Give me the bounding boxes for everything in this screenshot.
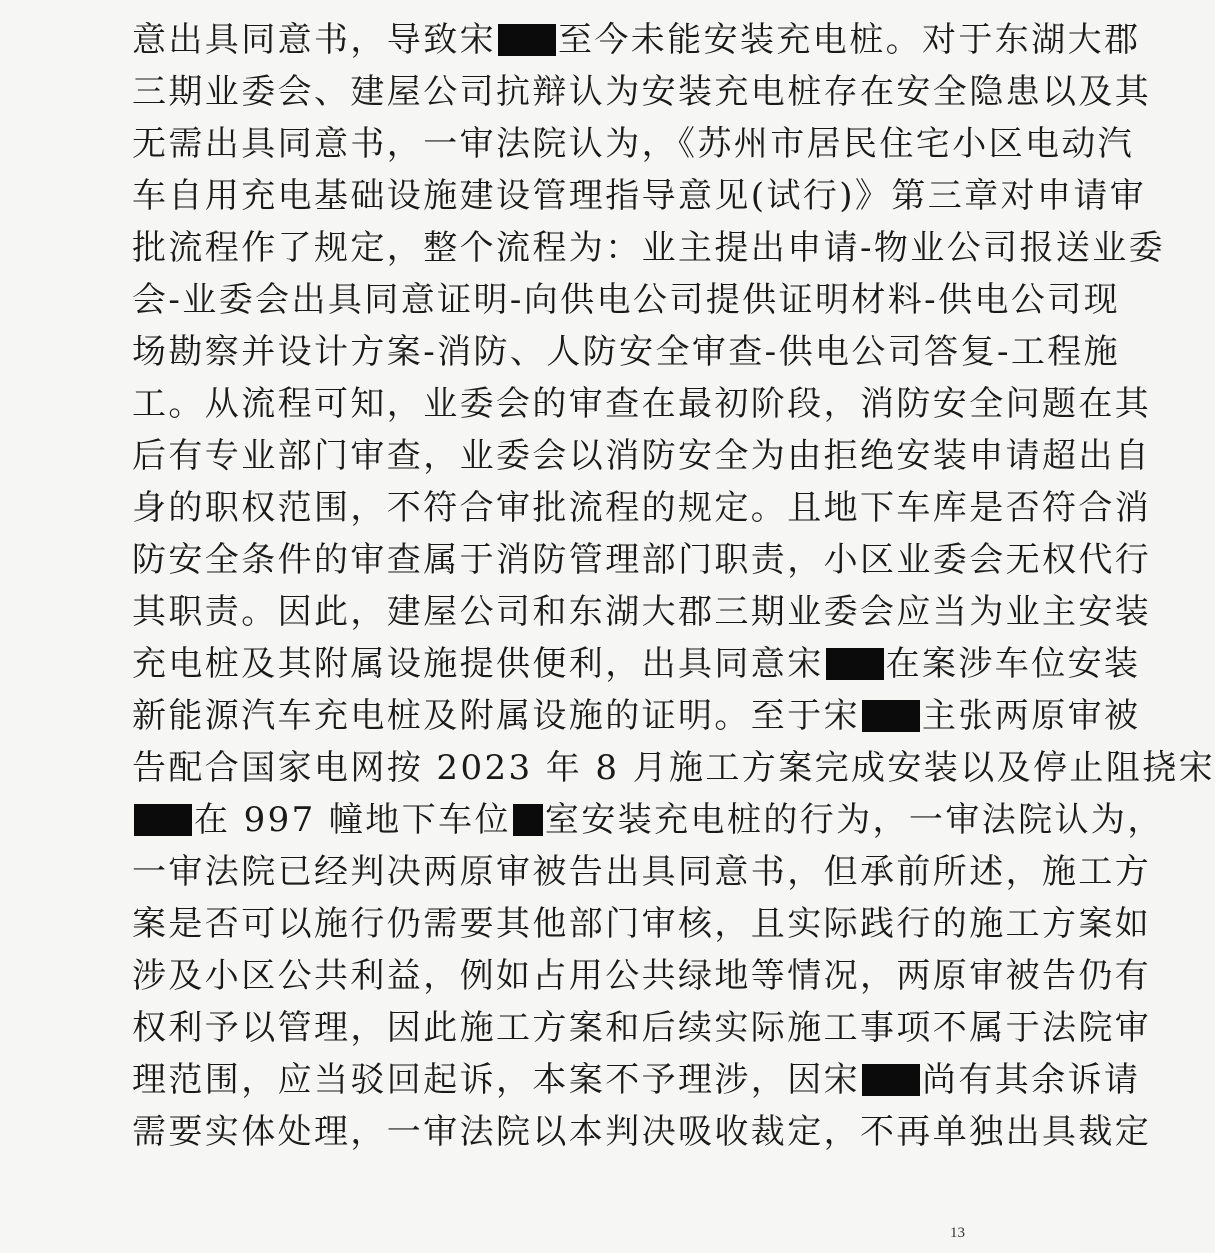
- text-segment: 其职责。因此，建屋公司和东湖大郡三期业委会应当为业主安装: [132, 592, 1152, 632]
- text-segment: 会-业委会出具同意证明-向供电公司提供证明材料-供电公司现: [132, 280, 1121, 320]
- text-line: [132, 430, 1152, 482]
- text-line: [132, 1002, 1152, 1054]
- redacted-name: [134, 804, 192, 836]
- text-line: [132, 14, 1141, 66]
- text-segment: 涉及小区公共利益，例如占用公共绿地等情况，两原审被告仍有: [132, 956, 1152, 996]
- text-line: [132, 794, 1164, 846]
- text-line: [132, 586, 1152, 638]
- page-number: 13: [950, 1225, 965, 1241]
- text-segment: 工。从流程可知，业委会的审查在最初阶段，消防安全问题在其: [132, 384, 1152, 424]
- text-segment: 需要实体处理，一审法院以本判决吸收裁定，不再单独出具裁定: [132, 1112, 1152, 1152]
- text-line: [132, 534, 1152, 586]
- text-segment: 至今未能安装充电桩。对于东湖大郡: [558, 20, 1141, 60]
- text-line: [132, 378, 1152, 430]
- text-segment: 后有专业部门审查，业委会以消防安全为由拒绝安装申请超出自: [132, 436, 1152, 476]
- text-line: [132, 1054, 1141, 1106]
- text-segment: 身的职权范围，不符合审批流程的规定。且地下车库是否符合消: [132, 488, 1152, 528]
- redacted-name: [862, 700, 920, 732]
- redacted-name: [826, 648, 884, 680]
- text-line: [132, 950, 1152, 1002]
- text-segment: 充电桩及其附属设施提供便利，出具同意宋: [132, 644, 824, 684]
- text-segment: 新能源汽车充电桩及附属设施的证明。至于宋: [132, 696, 860, 736]
- text-line: [132, 66, 1152, 118]
- body-text: [132, 14, 1215, 1158]
- text-line: [132, 638, 1141, 690]
- text-segment: 三期业委会、建屋公司抗辩认为安装充电桩存在安全隐患以及其: [132, 72, 1152, 112]
- text-segment: 室安装充电桩的行为，一审法院认为，: [544, 800, 1164, 840]
- text-segment: 防安全条件的审查属于消防管理部门职责，小区业委会无权代行: [132, 540, 1152, 580]
- text-segment: 理范围，应当驳回起诉，本案不予理涉，因宋: [132, 1060, 860, 1100]
- text-line: [132, 742, 1215, 794]
- redacted-name: [498, 24, 556, 56]
- text-segment: 一审法院已经判决两原审被告出具同意书，但承前所述，施工方: [132, 852, 1152, 892]
- text-line: [132, 846, 1152, 898]
- text-line: [132, 1106, 1152, 1158]
- text-line: [132, 326, 1121, 378]
- text-segment: 案是否可以施行仍需要其他部门审核，且实际践行的施工方案如: [132, 904, 1152, 944]
- text-line: [132, 482, 1152, 534]
- text-segment: 在案涉车位安装: [885, 644, 1141, 684]
- text-segment: 车自用充电基础设施建设管理指导意见(试行)》第三章对申请审: [132, 176, 1147, 216]
- redacted-name: [862, 1064, 920, 1096]
- redacted-room-number: [513, 804, 543, 836]
- text-segment: 批流程作了规定，整个流程为：业主提出申请-物业公司报送业委: [132, 228, 1166, 268]
- text-segment: 意出具同意书，导致宋: [132, 20, 496, 60]
- text-segment: 权利予以管理，因此施工方案和后续实际施工事项不属于法院审: [132, 1008, 1152, 1048]
- text-segment: 主张两原审被: [922, 696, 1141, 736]
- text-segment: 尚有其余诉请: [922, 1060, 1141, 1100]
- text-line: [132, 690, 1141, 742]
- text-line: [132, 274, 1121, 326]
- text-line: [132, 170, 1147, 222]
- text-line: [132, 898, 1152, 950]
- text-segment: 无需出具同意书，一审法院认为，《苏州市居民住宅小区电动汽: [132, 124, 1135, 164]
- text-segment: 告配合国家电网按 2023 年 8 月施工方案完成安装以及停止阻挠宋: [132, 748, 1215, 788]
- text-segment: 在 997 幢地下车位: [194, 800, 511, 840]
- text-line: [132, 222, 1166, 274]
- text-segment: 场勘察并设计方案-消防、人防安全审查-供电公司答复-工程施: [132, 332, 1121, 372]
- text-line: [132, 118, 1135, 170]
